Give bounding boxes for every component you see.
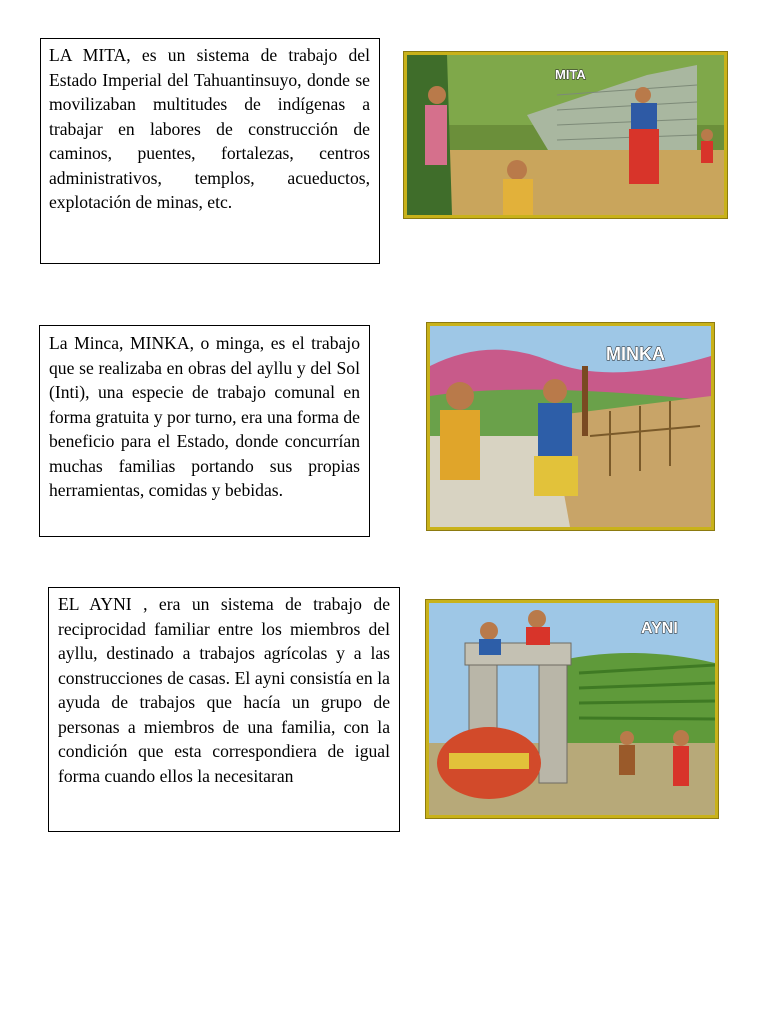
mita-illustration: [404, 52, 727, 218]
mita-text: LA MITA, es un sistema de trabajo del Estado Imperial del Tahuantinsuyo, donde se movilizaban multitudes de indígenas a trabajar en labores de construcción de caminos, puentes, fortalezas, centros administrativos, templos, acueductos, explotación de minas, etc.: [49, 45, 370, 212]
minka-image-title: MINKA: [606, 344, 665, 364]
minka-illustration: [427, 323, 714, 530]
ayni-image-title: AYNI: [641, 620, 678, 637]
mita-description: [40, 38, 380, 264]
ayni-description: [48, 587, 400, 832]
ayni-text: EL AYNI , era un sistema de trabajo de reciprocidad familiar entre los miembros del ayllu, destinado a trabajos agrícolas y a las construcciones de casas. El ayni consistía en la ayuda de trabajos que hacía un grupo de personas a miembros de una familia, con la condición que esta correspondiera de igual forma cuando ellos la necesitaran: [58, 594, 390, 786]
minka-text: La Minca, MINKA, o minga, es el trabajo que se realizaba en obras del ayllu y del Sol (Inti), una especie de trabajo comunal en forma gratuita y por turno, era una forma de beneficio para el Estado, donde concurrían muchas familias portando sus propias herramientas, comidas y bebidas.: [49, 333, 360, 500]
minka-description: [39, 325, 370, 537]
ayni-illustration: [426, 600, 718, 818]
mita-image-title: MITA: [555, 67, 586, 82]
